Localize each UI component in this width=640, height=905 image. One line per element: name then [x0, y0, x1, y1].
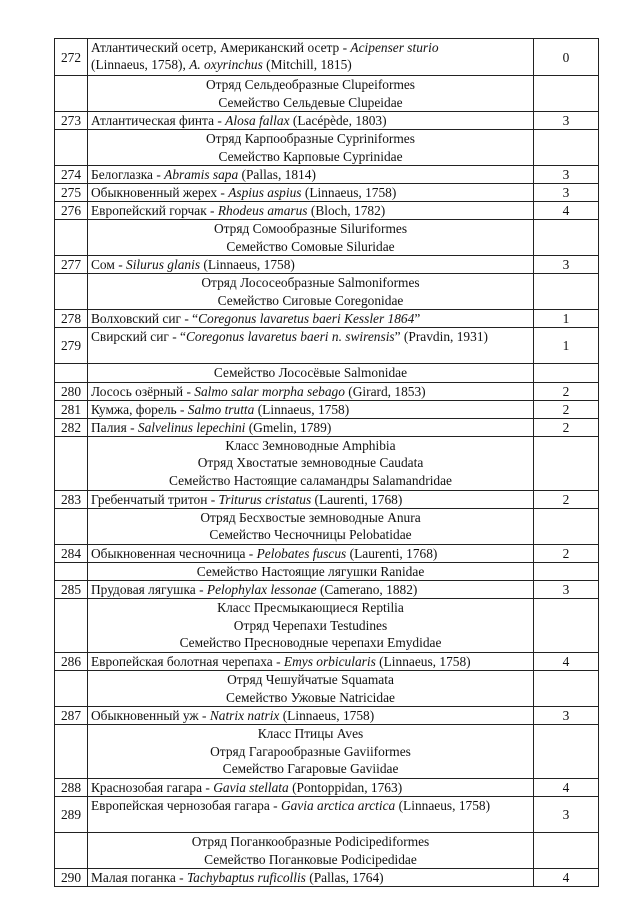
species-name: Обыкновенный жерех - Aspius aspius (Linnaeus, 1758)	[88, 184, 534, 202]
category: 1	[534, 310, 599, 328]
category: 3	[534, 184, 599, 202]
table-row	[55, 184, 599, 202]
row-number: 282	[55, 418, 88, 436]
category: 2	[534, 490, 599, 508]
category: 2	[534, 544, 599, 562]
table-row	[55, 779, 599, 797]
row-number: 279	[55, 328, 88, 364]
taxon-header: Отряд Сельдеобразные Clupeiformes Семейство Сельдевые Clupeidae	[55, 76, 599, 112]
row-number: 278	[55, 310, 88, 328]
table-row	[55, 382, 599, 400]
row-number: 289	[55, 797, 88, 833]
species-name: Свирский сиг - “Coregonus lavaretus baeri n. swirensis” (Pravdin, 1931)	[88, 328, 534, 364]
category: 0	[534, 39, 599, 76]
species-name: Европейская болотная черепаха - Emys orbicularis (Linnaeus, 1758)	[88, 653, 534, 671]
category: 2	[534, 400, 599, 418]
category: 3	[534, 797, 599, 833]
category: 4	[534, 653, 599, 671]
species-name: Атлантическая финта - Alosa fallax (Lacépède, 1803)	[88, 112, 534, 130]
category: 4	[534, 869, 599, 887]
table-row	[55, 653, 599, 671]
species-name: Белоглазка - Abramis sapa (Pallas, 1814)	[88, 166, 534, 184]
species-name: Палия - Salvelinus lepechini (Gmelin, 1789)	[88, 418, 534, 436]
species-name: Обыкновенный уж - Natrix natrix (Linnaeus, 1758)	[88, 707, 534, 725]
category: 2	[534, 418, 599, 436]
table-row	[55, 797, 599, 833]
table-row	[55, 328, 599, 364]
table-row	[55, 400, 599, 418]
table-row	[55, 544, 599, 562]
table-row	[55, 310, 599, 328]
row-number: 272	[55, 39, 88, 76]
species-name: Прудовая лягушка - Pelophylax lessonae (Camerano, 1882)	[88, 581, 534, 599]
document-page	[54, 38, 598, 887]
taxon-header: Отряд Сомообразные Siluriformes Семейство Сомовые Siluridae	[55, 220, 599, 256]
taxon-header: Отряд Поганкообразные Podicipediformes Семейство Поганковые Podicipedidae	[55, 833, 599, 869]
category: 1	[534, 328, 599, 364]
taxon-header: Класс Земноводные Amphibia Отряд Хвостатые земноводные Caudata Семейство Настоящие саламандры Salamandridae	[55, 436, 599, 490]
taxon-header: Семейство Настоящие лягушки Ranidae	[55, 562, 599, 581]
category: 3	[534, 707, 599, 725]
table-row	[55, 202, 599, 220]
category: 3	[534, 166, 599, 184]
row-number: 274	[55, 166, 88, 184]
category: 3	[534, 581, 599, 599]
row-number: 285	[55, 581, 88, 599]
row-number: 288	[55, 779, 88, 797]
species-name: Малая поганка - Tachybaptus ruficollis (Pallas, 1764)	[88, 869, 534, 887]
table-row	[55, 418, 599, 436]
row-number: 275	[55, 184, 88, 202]
taxon-header: Отряд Чешуйчатые Squamata Семейство Ужовые Natricidae	[55, 671, 599, 707]
species-name: Атлантический осетр, Американский осетр - Acipenser sturio (Linnaeus, 1758), A. oxyrinchus (Mitchill, 1815)	[88, 39, 534, 76]
table-row	[55, 112, 599, 130]
category: 4	[534, 779, 599, 797]
taxon-header: Класс Пресмыкающиеся Reptilia Отряд Черепахи Testudines Семейство Пресноводные черепахи Emydidae	[55, 599, 599, 653]
table-row	[55, 490, 599, 508]
table-row	[55, 581, 599, 599]
row-number: 286	[55, 653, 88, 671]
species-name: Европейский горчак - Rhodeus amarus (Bloch, 1782)	[88, 202, 534, 220]
taxon-header: Семейство Лососёвые Salmonidae	[55, 364, 599, 383]
row-number: 280	[55, 382, 88, 400]
category: 3	[534, 256, 599, 274]
table-row	[55, 256, 599, 274]
species-name: Волховский сиг - “Coregonus lavaretus baeri Kessler 1864”	[88, 310, 534, 328]
row-number: 284	[55, 544, 88, 562]
taxon-header: Отряд Лососеобразные Salmoniformes Семейство Сиговые Coregonidae	[55, 274, 599, 310]
species-name: Гребенчатый тритон - Triturus cristatus (Laurenti, 1768)	[88, 490, 534, 508]
table-row	[55, 166, 599, 184]
taxon-header: Отряд Карпообразные Cypriniformes Семейство Карповые Cyprinidae	[55, 130, 599, 166]
species-name: Европейская чернозобая гагара - Gavia arctica arctica (Linnaeus, 1758)	[88, 797, 534, 833]
row-number: 273	[55, 112, 88, 130]
category: 3	[534, 112, 599, 130]
species-table	[54, 38, 599, 887]
species-name: Краснозобая гагара - Gavia stellata (Pontoppidan, 1763)	[88, 779, 534, 797]
species-name: Кумжа, форель - Salmo trutta (Linnaeus, 1758)	[88, 400, 534, 418]
taxon-header: Отряд Бесхвостые земноводные Anura Семейство Чесночницы Pelobatidae	[55, 508, 599, 544]
row-number: 283	[55, 490, 88, 508]
row-number: 290	[55, 869, 88, 887]
taxon-header: Класс Птицы Aves Отряд Гагарообразные Gaviiformes Семейство Гагаровые Gaviidae	[55, 725, 599, 779]
row-number: 281	[55, 400, 88, 418]
species-name: Сом - Silurus glanis (Linnaeus, 1758)	[88, 256, 534, 274]
species-name: Лосось озёрный - Salmo salar morpha sebago (Girard, 1853)	[88, 382, 534, 400]
table-row	[55, 707, 599, 725]
row-number: 277	[55, 256, 88, 274]
row-number: 287	[55, 707, 88, 725]
row-number: 276	[55, 202, 88, 220]
species-name: Обыкновенная чесночница - Pelobates fuscus (Laurenti, 1768)	[88, 544, 534, 562]
table-row	[55, 869, 599, 887]
category: 2	[534, 382, 599, 400]
category: 4	[534, 202, 599, 220]
table-row	[55, 39, 599, 76]
